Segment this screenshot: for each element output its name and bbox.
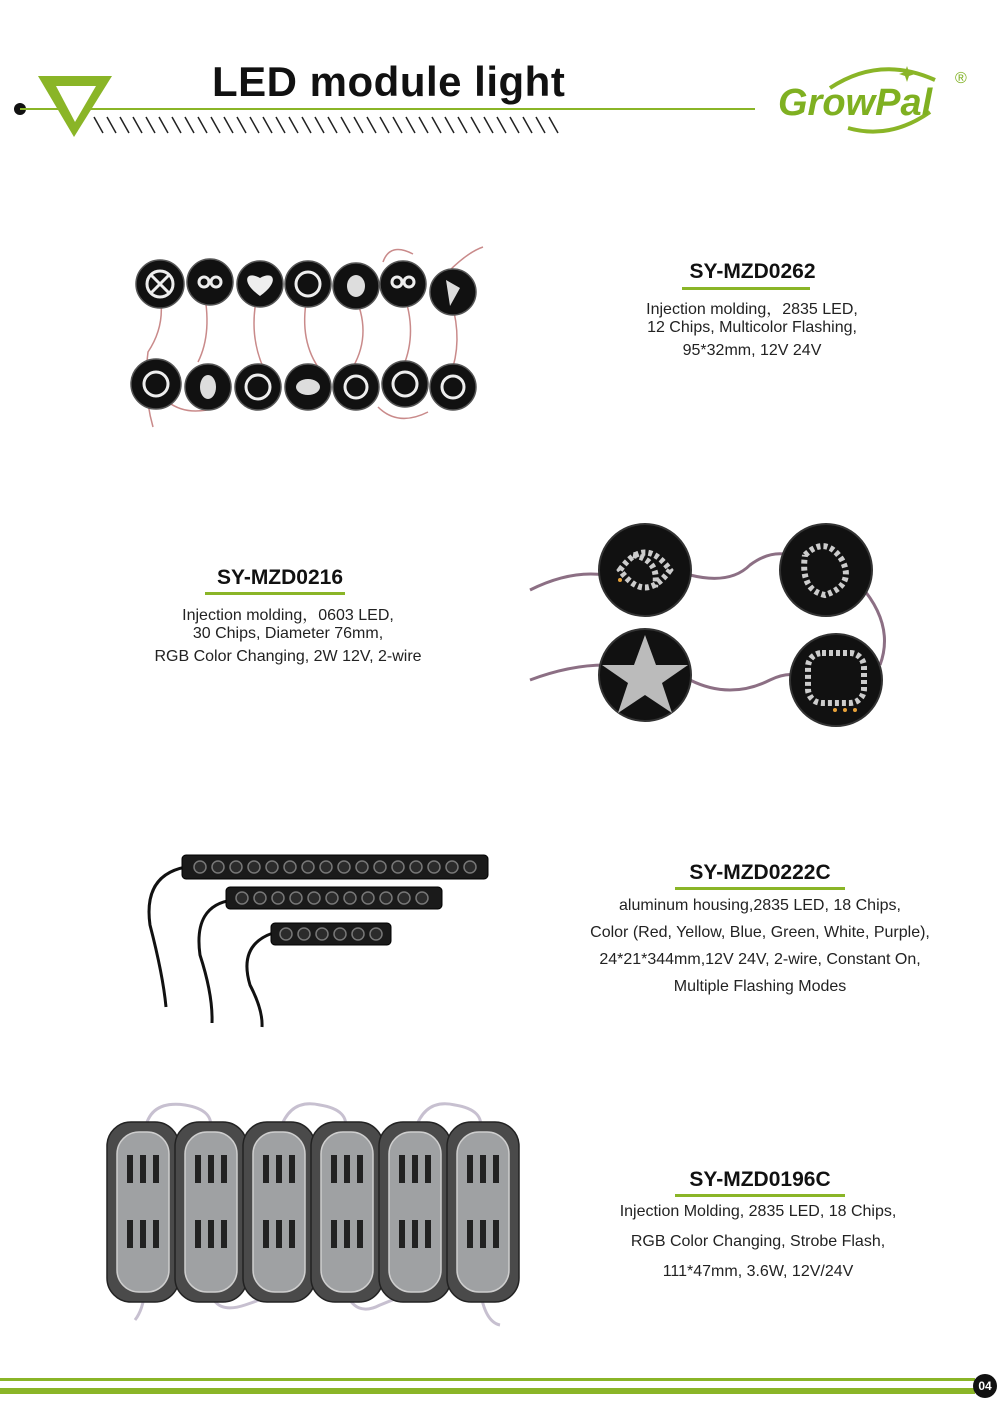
product-model: SY-MZD0222C xyxy=(689,861,831,884)
product-model: SY-MZD0216 xyxy=(216,566,344,589)
product-image-sy-mzd0222c xyxy=(138,845,498,1035)
model-underline xyxy=(205,592,345,595)
description-line: 12 Chips, Multicolor Flashing, xyxy=(647,319,857,336)
brand-logo: GrowPal xyxy=(778,82,933,124)
product-model: SY-MZD0196C xyxy=(689,1168,831,1191)
description-line: Injection molding，0603 LED, xyxy=(182,607,394,624)
product-model: SY-MZD0262 xyxy=(689,260,816,283)
product-image-sy-mzd0196c xyxy=(105,1100,525,1325)
description-line: Color (Red, Yellow, Blue, Green, White, Purple), xyxy=(590,924,930,941)
registered-mark: ® xyxy=(955,70,967,87)
description-line: Multiple Flashing Modes xyxy=(673,978,847,995)
model-underline xyxy=(675,887,845,890)
description-line: 111*47mm, 3.6W, 12V/24V xyxy=(662,1263,854,1280)
product-image-sy-mzd0216 xyxy=(530,515,900,730)
description-line: Injection Molding, 2835 LED, 18 Chips, xyxy=(619,1203,897,1220)
description-line: RGB Color Changing, 2W 12V, 2-wire xyxy=(154,648,422,665)
description-line: RGB Color Changing, Strobe Flash, xyxy=(630,1233,886,1250)
model-underline xyxy=(682,287,810,290)
product-description xyxy=(138,602,438,671)
description-line: 95*32mm, 12V 24V xyxy=(682,342,822,359)
model-underline xyxy=(675,1194,845,1197)
description-line: 24*21*344mm,12V 24V, 2-wire, Constant On, xyxy=(599,951,921,968)
product-description xyxy=(560,897,960,1005)
footer-line-thin xyxy=(0,1378,975,1381)
product-description xyxy=(602,296,902,365)
page-title: LED module light xyxy=(212,58,566,105)
description-line: Injection molding，2835 LED, xyxy=(646,301,858,318)
footer-line-thick xyxy=(0,1388,975,1394)
product-description xyxy=(558,1203,958,1293)
description-line: 30 Chips, Diameter 76mm, xyxy=(192,625,384,642)
page-number: 04 xyxy=(973,1374,997,1398)
product-image-sy-mzd0262 xyxy=(128,242,488,442)
description-line: aluminum housing,2835 LED, 18 Chips, xyxy=(619,897,901,914)
